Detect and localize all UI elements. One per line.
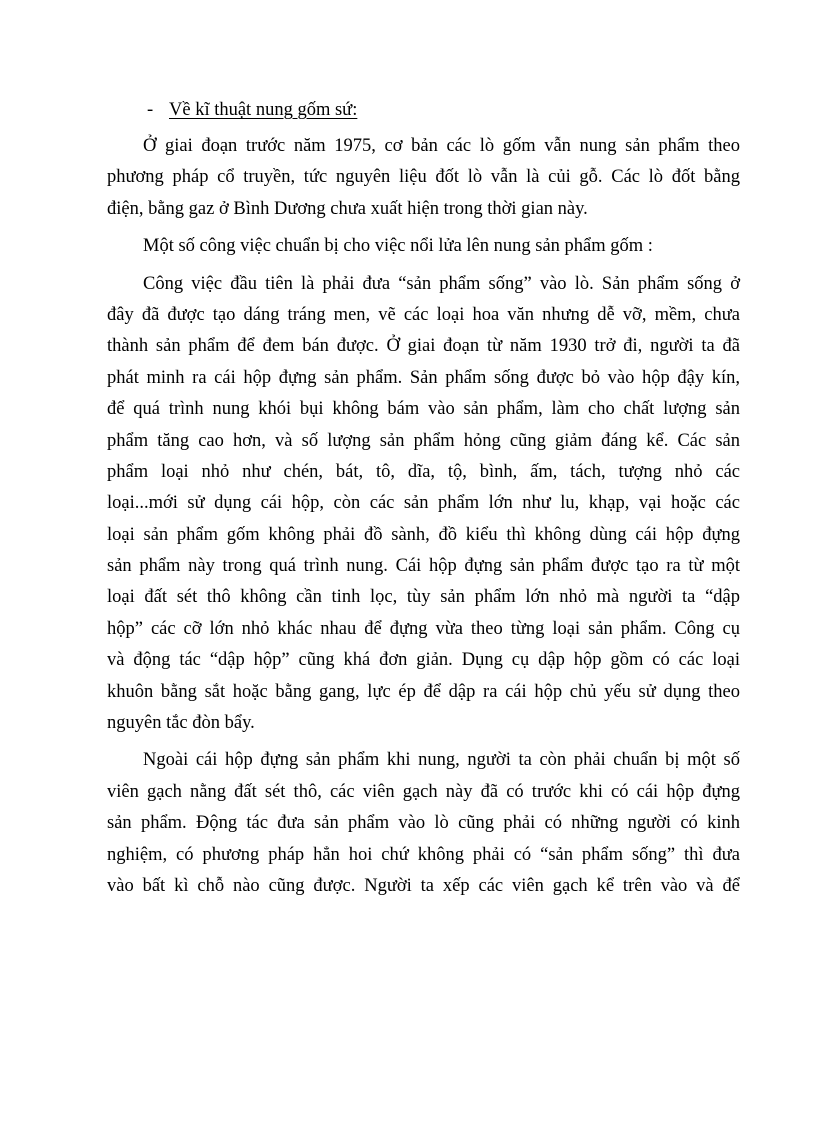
paragraph-3 xyxy=(107,269,740,740)
paragraph-line: loại đất sét thô không cần tinh lọc, tùy sản phẩm lớn nhỏ mà người ta “dập xyxy=(107,587,740,608)
paragraph-line: sản phẩm này trong quá trình nung. Cái hộp đựng sản phẩm được tạo ra từ một xyxy=(107,556,740,577)
paragraph-line: điện, bằng gaz ở Bình Dương chưa xuất hiện trong thời gian này. xyxy=(107,198,588,219)
paragraph-line: Ở giai đoạn trước năm 1975, cơ bản các lò gốm vẫn nung sản phẩm theo xyxy=(143,136,740,156)
paragraph-line: nghiệm, có phương pháp hẳn hoi chứ không phải có “sản phẩm sống” thì đưa xyxy=(107,844,740,865)
heading-bullet-dash: - xyxy=(147,100,154,120)
paragraph-line: khuôn bằng sắt hoặc bằng gang, lực ép để dập ra cái hộp chủ yếu sử dụng theo xyxy=(107,681,740,702)
paragraph-line: loại sản phẩm gốm không phải đồ sành, đồ kiểu thì không dùng cái hộp đựng xyxy=(107,524,740,545)
paragraph-line: đây đã được tạo dáng tráng men, vẽ các loại hoa văn nhưng dễ vỡ, mềm, chưa xyxy=(107,304,740,325)
paragraph-line: viên gạch nằng đất sét thô, các viên gạch này đã có trước khi có cái hộp đựng xyxy=(107,781,740,802)
paragraph-line: thành sản phẩm để đem bán được. Ở giai đoạn từ năm 1930 trở đi, người ta đã xyxy=(107,336,740,357)
paragraph-line: phẩm tăng cao hơn, và số lượng sản phẩm hỏng cũng giảm đáng kể. Các sản xyxy=(107,430,740,451)
paragraph-line: sản phẩm. Động tác đưa sản phẩm vào lò cũng phải có những người có kinh xyxy=(107,813,740,834)
paragraph-line: phát minh ra cái hộp đựng sản phẩm. Sản phẩm sống được bỏ vào hộp đậy kín, xyxy=(107,367,740,388)
paragraph-2 xyxy=(107,231,740,262)
paragraph-1 xyxy=(107,131,740,225)
heading-text: Về kĩ thuật nung gốm sứ: xyxy=(169,100,358,120)
paragraph-line: Một số công việc chuẩn bị cho việc nổi lửa lên nung sản phẩm gốm : xyxy=(143,236,653,257)
paragraph-line: để quá trình nung khói bụi không bám vào sản phẩm, làm cho chất lượng sản xyxy=(107,399,740,420)
paragraph-line: vào bất kì chỗ nào cũng được. Người ta xếp các viên gạch kể trên vào và để xyxy=(107,875,740,896)
paragraph-line: phương pháp cổ truyền, tức nguyên liệu đốt lò vẫn là củi gỗ. Các lò đốt bằng xyxy=(107,167,740,188)
paragraph-line: Ngoài cái hộp đựng sản phẩm khi nung, người ta còn phải chuẩn bị một số xyxy=(143,750,740,771)
paragraph-line: phẩm loại nhỏ như chén, bát, tô, dĩa, tộ, bình, ấm, tách, tượng nhỏ các xyxy=(107,461,740,482)
paragraph-line: Công việc đầu tiên là phải đưa “sản phẩm sống” vào lò. Sản phẩm sống ở xyxy=(143,273,740,294)
paragraph-line: nguyên tắc đòn bẩy. xyxy=(107,713,255,734)
paragraph-line: và động tác “dập hộp” cũng khá đơn giản. Dụng cụ dập hộp gồm có các loại xyxy=(107,650,740,671)
document-body xyxy=(107,95,740,902)
paragraph-line: hộp” các cỡ lớn nhỏ khác nhau để đựng vừa theo từng loại sản phẩm. Công cụ xyxy=(107,618,740,639)
paragraph-4 xyxy=(107,745,740,902)
paragraph-line: loại...mới sử dụng cái hộp, còn các sản phẩm lớn như lu, khạp, vại hoặc các xyxy=(107,493,740,514)
section-heading xyxy=(107,95,740,125)
